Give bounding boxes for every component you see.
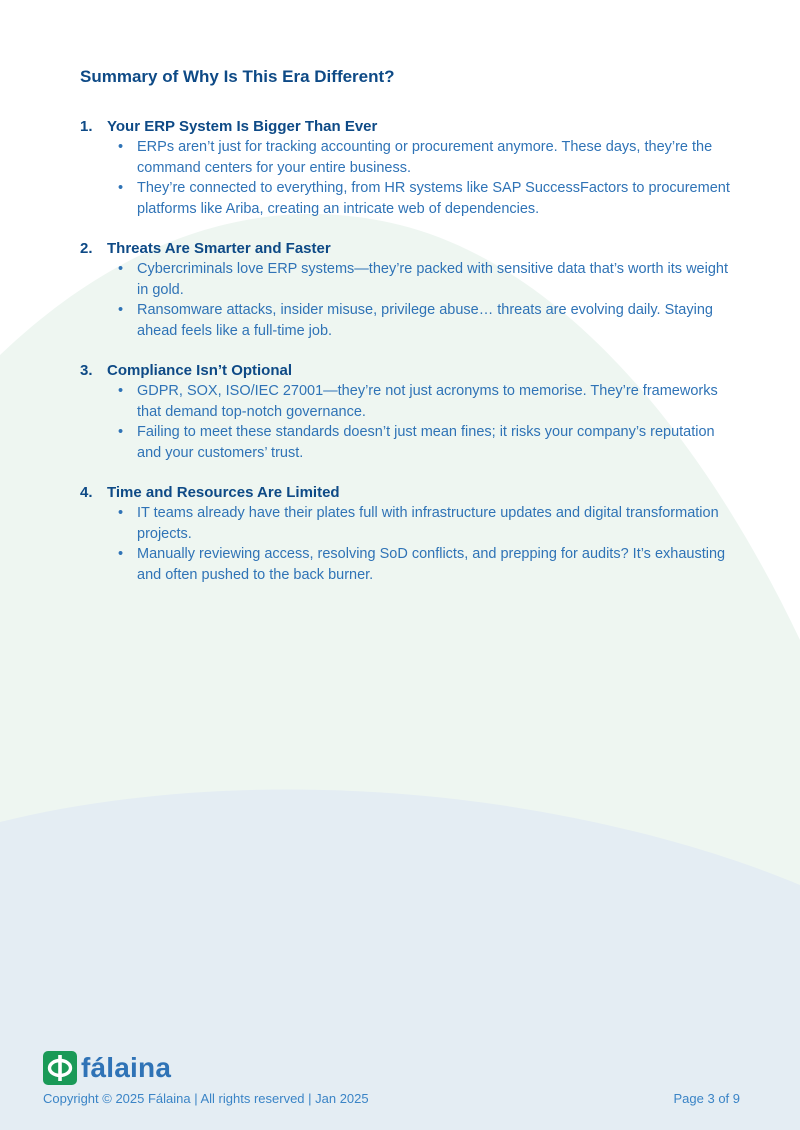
page-number: Page 3 of 9 — [673, 1091, 740, 1106]
bullet-item — [118, 381, 730, 422]
bullet-text: GDPR, SOX, ISO/IEC 27001—they’re not just acronyms to memorise. They’re frameworks that demand top-notch governance. — [137, 383, 718, 420]
section-heading — [80, 482, 730, 503]
section-heading-text: Your ERP System Is Bigger Than Ever — [107, 118, 378, 135]
bullet-dot-icon: • — [118, 180, 124, 196]
bullet-item — [118, 137, 730, 178]
section-number: 4. — [80, 484, 93, 501]
bullet-dot-icon: • — [118, 546, 124, 562]
section-number: 1. — [80, 118, 93, 135]
company-logo — [43, 1050, 740, 1086]
section-heading-text: Threats Are Smarter and Faster — [107, 240, 331, 257]
summary-list — [80, 116, 730, 585]
bullet-text: Ransomware attacks, insider misuse, privilege abuse… threats are evolving daily. Staying ahead feels like a full-time job. — [137, 302, 713, 339]
bullet-dot-icon: • — [118, 505, 124, 521]
bullet-dot-icon: • — [118, 424, 124, 440]
bullet-item — [118, 422, 730, 463]
summary-section — [80, 116, 730, 219]
section-number: 2. — [80, 240, 93, 257]
bullet-list — [80, 503, 730, 585]
bullet-dot-icon: • — [118, 302, 124, 318]
footer-line — [43, 1091, 740, 1107]
bullet-item — [118, 178, 730, 219]
section-heading-text: Compliance Isn’t Optional — [107, 362, 293, 379]
copyright-text: Copyright © 2025 Fálaina | All rights reserved | Jan 2025 — [43, 1091, 369, 1106]
bullet-text: Cybercriminals love ERP systems—they’re packed with sensitive data that’s worth its weight in gold. — [137, 261, 728, 298]
summary-section — [80, 482, 730, 585]
bullet-text: IT teams already have their plates full with infrastructure updates and digital transformation projects. — [137, 505, 719, 542]
bullet-item — [118, 544, 730, 585]
page-footer — [43, 1050, 740, 1107]
bullet-text: Manually reviewing access, resolving SoD conflicts, and prepping for audits? It’s exhausting and often pushed to the back burner. — [137, 546, 726, 583]
section-heading-text: Time and Resources Are Limited — [107, 484, 340, 501]
logo-wordmark: fálaina — [81, 1052, 172, 1083]
bullet-list — [80, 381, 730, 463]
bullet-list — [80, 259, 730, 341]
section-heading — [80, 238, 730, 259]
bullet-item — [118, 503, 730, 544]
bullet-item — [118, 300, 730, 341]
bullet-dot-icon: • — [118, 261, 124, 277]
bullet-list — [80, 137, 730, 219]
bullet-item — [118, 259, 730, 300]
document-body — [80, 66, 730, 604]
bullet-dot-icon: • — [118, 383, 124, 399]
section-number: 3. — [80, 362, 93, 379]
bullet-dot-icon: • — [118, 139, 124, 155]
section-heading — [80, 116, 730, 137]
section-heading — [80, 360, 730, 381]
bullet-text: ERPs aren’t just for tracking accounting or procurement anymore. These days, they’re the command centers for your entire business. — [137, 139, 713, 176]
summary-section — [80, 238, 730, 341]
bullet-text: They’re connected to everything, from HR systems like SAP SuccessFactors to procurement platforms like Ariba, creating an intricate web of dependencies. — [137, 180, 730, 217]
bullet-text: Failing to meet these standards doesn’t just mean fines; it risks your company’s reputation and your customers’ trust. — [137, 424, 715, 461]
falaina-phi-logo-icon — [43, 1051, 77, 1085]
summary-section — [80, 360, 730, 463]
page-title: Summary of Why Is This Era Different? — [80, 67, 395, 86]
